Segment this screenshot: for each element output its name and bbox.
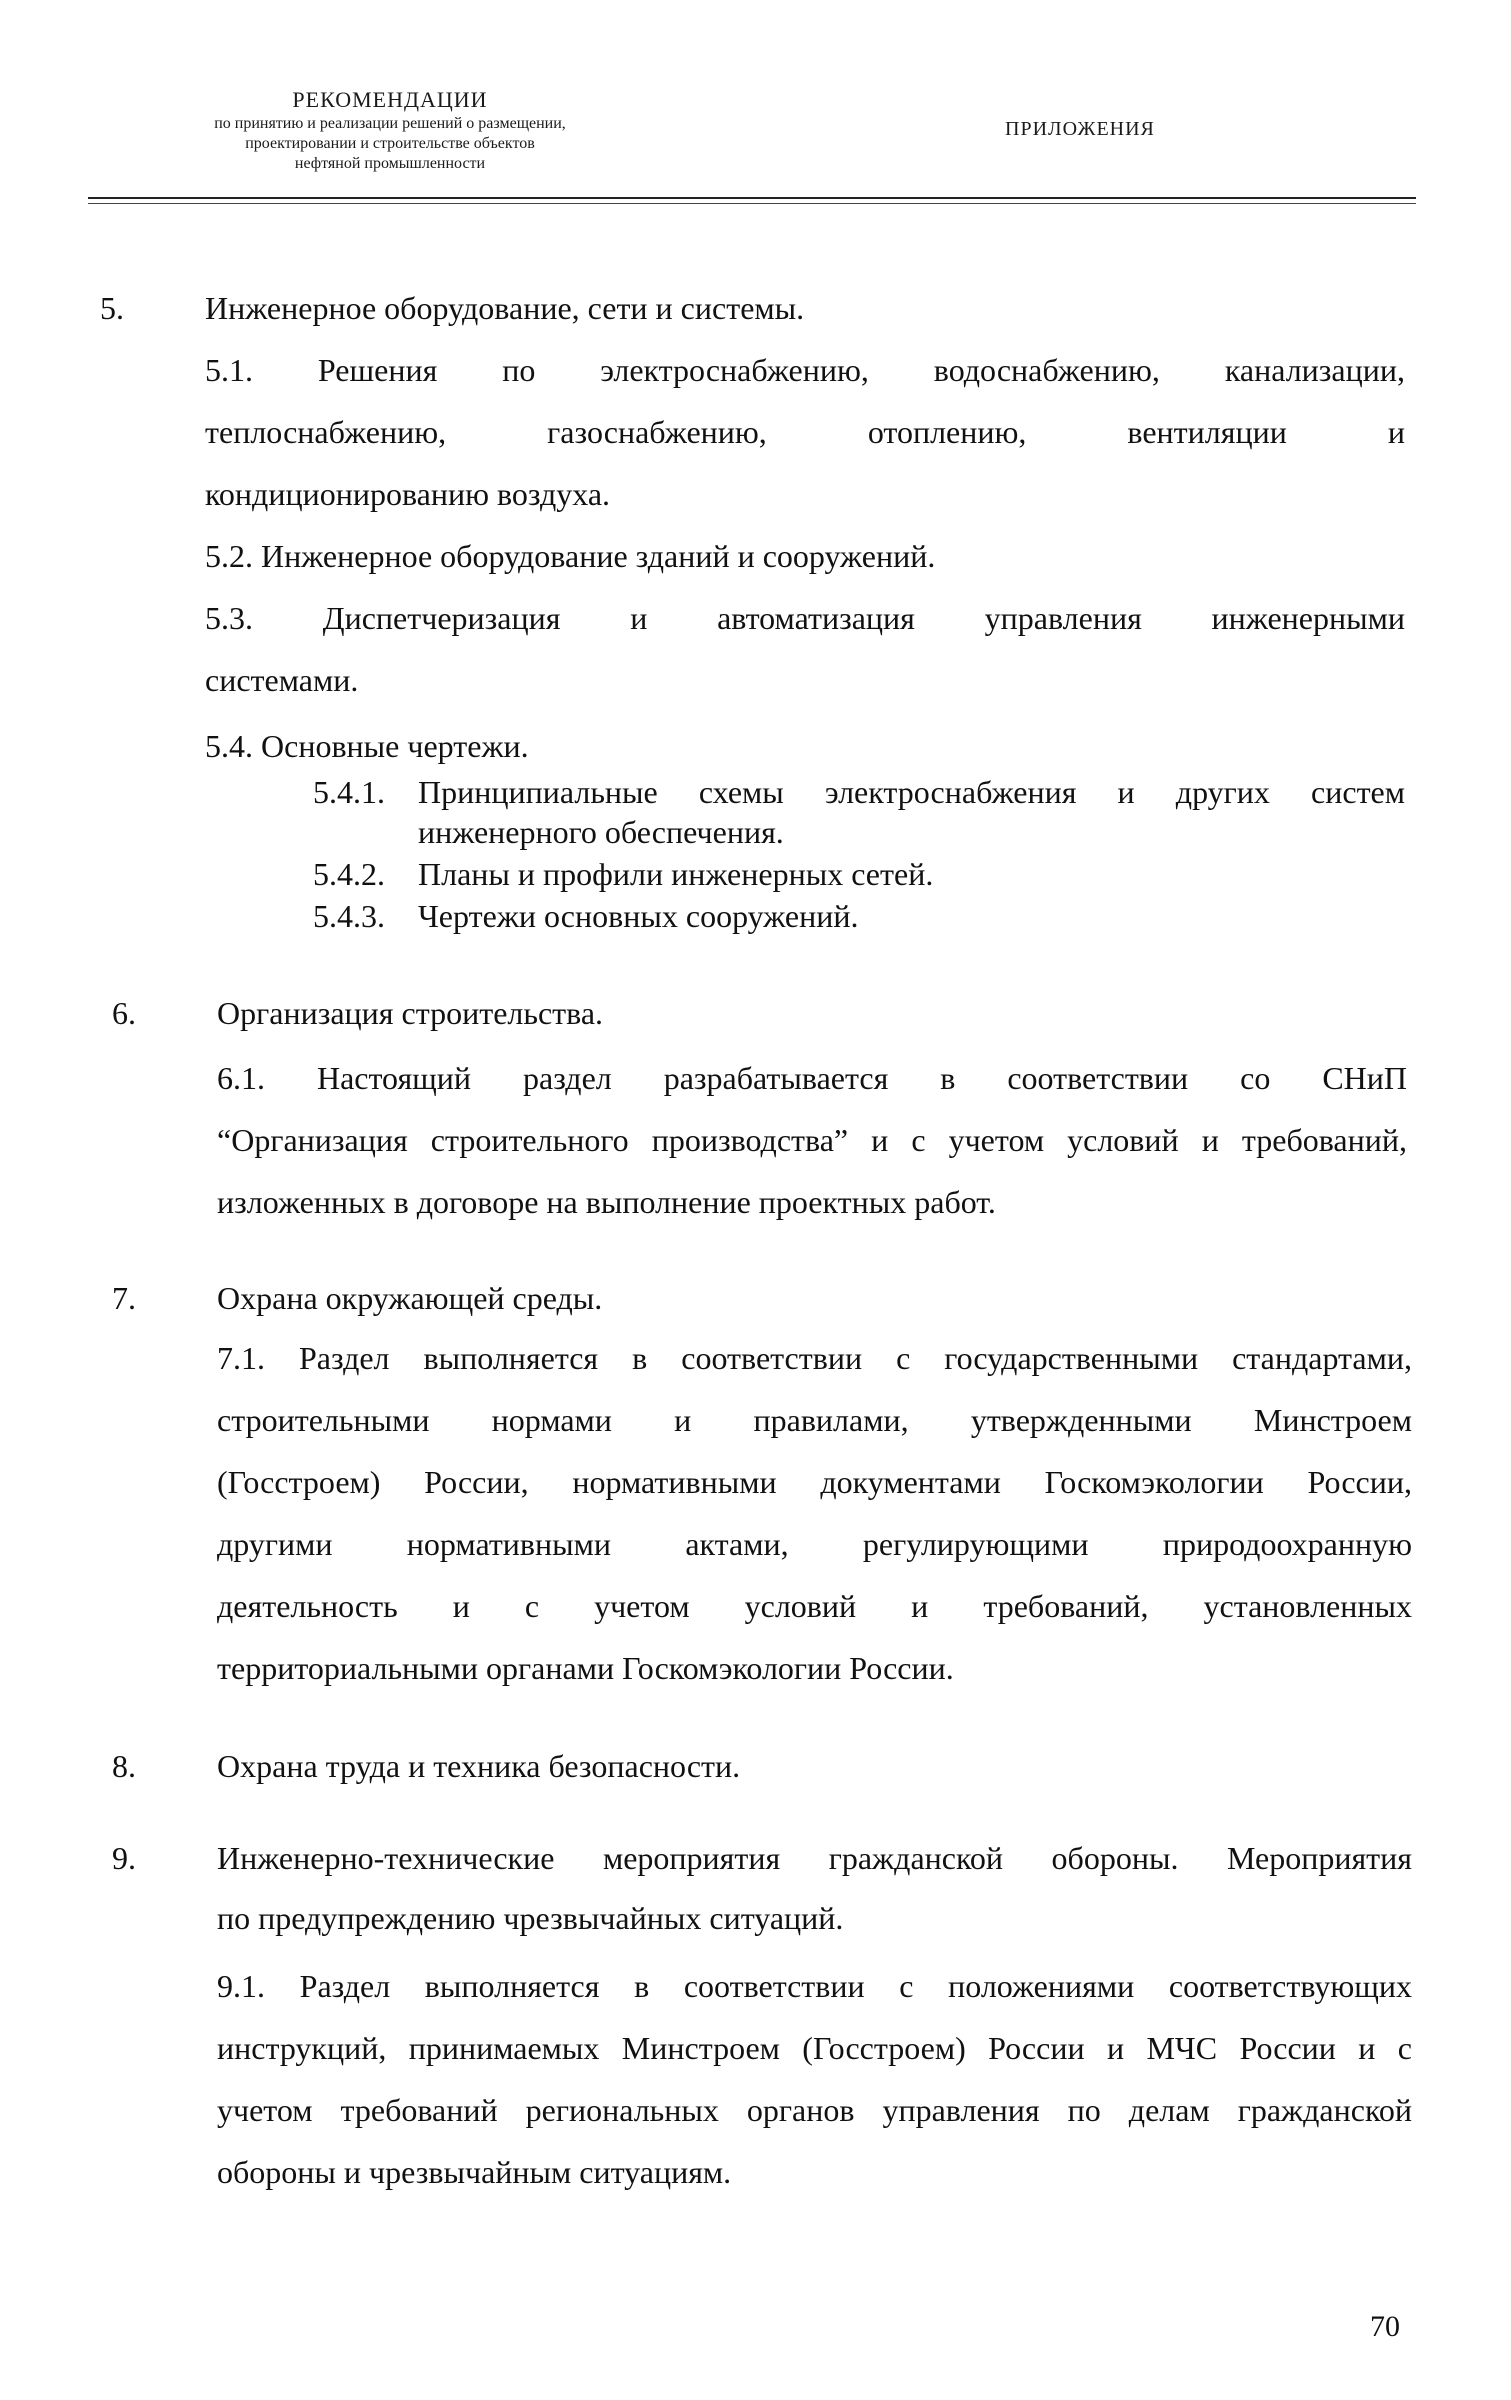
paragraph-line: инженерного обеспечения. — [418, 814, 784, 850]
paragraph-line: 5.1. Решения по электроснабжению, водоснабжению, канализации, — [205, 352, 1405, 388]
paragraph-line: учетом требований региональных органов управления по делам гражданской — [217, 2092, 1412, 2128]
paragraph-line: обороны и чрезвычайным ситуациям. — [217, 2154, 732, 2190]
item-number: 5.4.1. — [313, 774, 385, 810]
item-number: 5.4.3. — [313, 898, 385, 934]
paragraph-line: строительными нормами и правилами, утвержденными Минстроем — [217, 1402, 1412, 1438]
header-divider — [88, 197, 1416, 199]
paragraph-line: 5.2. Инженерное оборудование зданий и сооружений. — [205, 538, 936, 574]
header-subtitle-line: нефтяной промышленности — [294, 154, 486, 172]
section-title: Инженерно-технические мероприятия гражданской обороны. Мероприятия — [217, 1840, 1412, 1876]
section-number: 6. — [112, 995, 136, 1031]
header-left — [140, 86, 640, 174]
paragraph-line: изложенных в договоре на выполнение проектных работ. — [217, 1184, 996, 1220]
section-number: 9. — [112, 1840, 136, 1876]
header-divider — [88, 203, 1416, 204]
paragraph-line: теплоснабжению, газоснабжению, отоплению, вентиляции и — [205, 414, 1405, 450]
paragraph-line: 6.1. Настоящий раздел разрабатывается в соответствии со СНиП — [217, 1060, 1407, 1096]
section-title: Организация строительства. — [217, 995, 604, 1031]
section-number: 7. — [112, 1280, 136, 1316]
section-title: Охрана окружающей среды. — [217, 1280, 603, 1316]
section-number: 5. — [100, 290, 124, 326]
header-title: РЕКОМЕНДАЦИИ — [292, 87, 488, 112]
paragraph-line: Чертежи основных сооружений. — [418, 898, 859, 934]
header-subtitle-line: по принятию и реализации решений о размещении, — [214, 114, 566, 132]
paragraph-line: другими нормативными актами, регулирующими природоохранную — [217, 1526, 1412, 1562]
paragraph-line: территориальными органами Госкомэкологии России. — [217, 1650, 954, 1686]
paragraph-line: инструкций, принимаемых Минстроем (Госстроем) России и МЧС России и с — [217, 2030, 1412, 2066]
paragraph-line: 7.1. Раздел выполняется в соответствии с государственными стандартами, — [217, 1340, 1412, 1376]
paragraph-line: Принципиальные схемы электроснабжения и других систем — [418, 774, 1405, 810]
item-number: 5.4.2. — [313, 856, 385, 892]
paragraph-line: Планы и профили инженерных сетей. — [418, 856, 934, 892]
paragraph-line: 5.3. Диспетчеризация и автоматизация управления инженерными — [205, 600, 1405, 636]
paragraph-line: системами. — [205, 662, 359, 698]
paragraph-line: “Организация строительного производства” и с учетом условий и требований, — [217, 1122, 1407, 1158]
paragraph-line: (Госстроем) России, нормативными документами Госкомэкологии России, — [217, 1464, 1412, 1500]
paragraph-line: кондиционированию воздуха. — [205, 476, 611, 512]
section-title: Инженерное оборудование, сети и системы. — [205, 290, 805, 326]
section-title: по предупреждению чрезвычайных ситуаций. — [217, 1900, 844, 1936]
paragraph-line: 9.1. Раздел выполняется в соответствии с положениями соответствующих — [217, 1968, 1412, 2004]
header-section-label: ПРИЛОЖЕНИЯ — [1005, 118, 1155, 140]
paragraph-line: 5.4. Основные чертежи. — [205, 728, 529, 764]
header-subtitle-line: проектировании и строительстве объектов — [245, 134, 535, 152]
section-number: 8. — [112, 1748, 136, 1784]
section-title: Охрана труда и техника безопасности. — [217, 1748, 741, 1784]
paragraph-line: деятельность и с учетом условий и требований, установленных — [217, 1588, 1412, 1624]
page-number: 70 — [1370, 2310, 1400, 2343]
